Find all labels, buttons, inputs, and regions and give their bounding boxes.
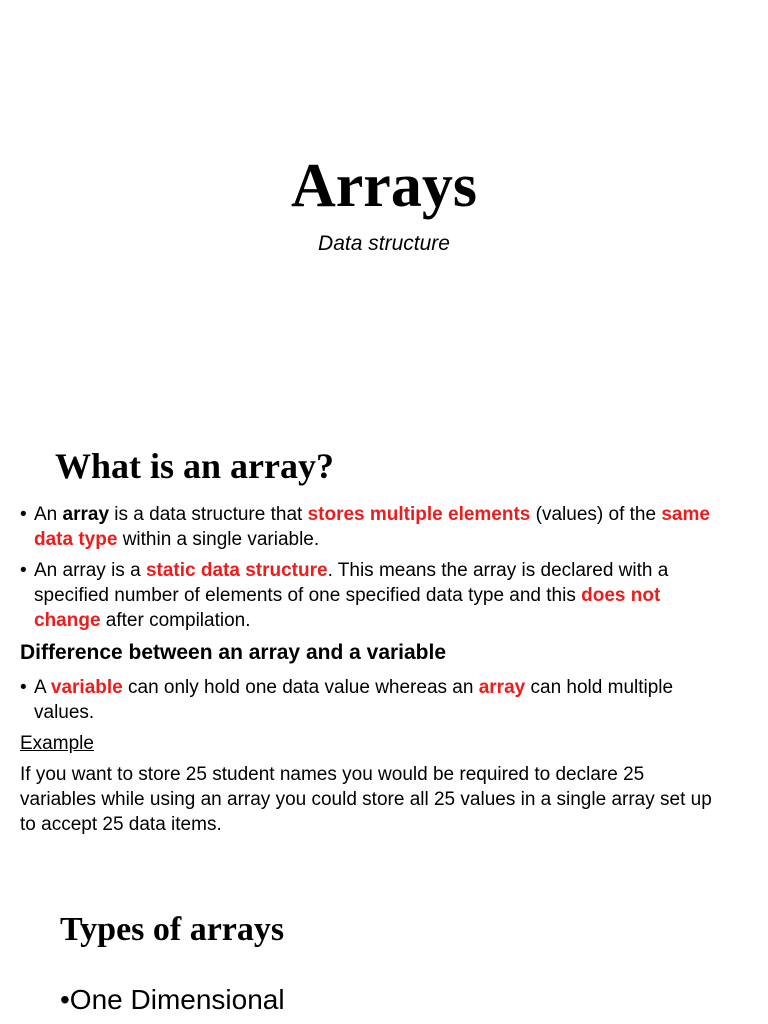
bullet-icon: • (20, 504, 27, 525)
highlight-same-type: same data type (34, 504, 710, 550)
highlight-variable: variable (50, 677, 123, 698)
text-segment: within a single variable. (117, 529, 320, 550)
bullet-icon: • (20, 560, 27, 581)
text-segment: is a data structure that (109, 504, 308, 525)
text-segment: can only hold one data value whereas an (122, 677, 479, 698)
text-segment: A (34, 677, 51, 698)
text-segment: can hold multiple values. (34, 677, 674, 723)
highlight-stores-multiple: stores multiple elements (307, 504, 531, 525)
text-segment: An (34, 504, 63, 525)
example-label: Example (20, 733, 94, 754)
list-item-one-dimensional: •One Dimensional (60, 984, 285, 1015)
highlight-static: static data structure (145, 560, 328, 581)
text-segment: after compilation. (100, 610, 251, 631)
example-text: If you want to store 25 student names you would be required to declare 25 variables while using an array you could store all 25 values in a single array set up to accept 25 data items. (20, 764, 712, 835)
bullet-variable-vs-array (20, 675, 720, 725)
highlight-does-not-change: does not change (34, 585, 661, 631)
subheading-difference: Difference between an array and a variable (20, 641, 447, 664)
term-array: array (62, 504, 110, 525)
highlight-array: array (478, 677, 526, 698)
bullet-icon: • (20, 677, 27, 698)
bullet-array-definition (20, 502, 720, 552)
text-segment: An array is a (34, 560, 146, 581)
text-segment: . This means the array is declared with a specified number of elements of one specified data type and this (34, 560, 669, 606)
title-slide (0, 0, 768, 420)
section-heading: What is an array? (55, 446, 334, 486)
page-subtitle: Data structure (318, 232, 450, 255)
page-title: Arrays (291, 152, 477, 220)
bullet-static-structure (20, 558, 720, 633)
text-segment: (values) of the (530, 504, 662, 525)
types-heading: Types of arrays (60, 911, 285, 948)
